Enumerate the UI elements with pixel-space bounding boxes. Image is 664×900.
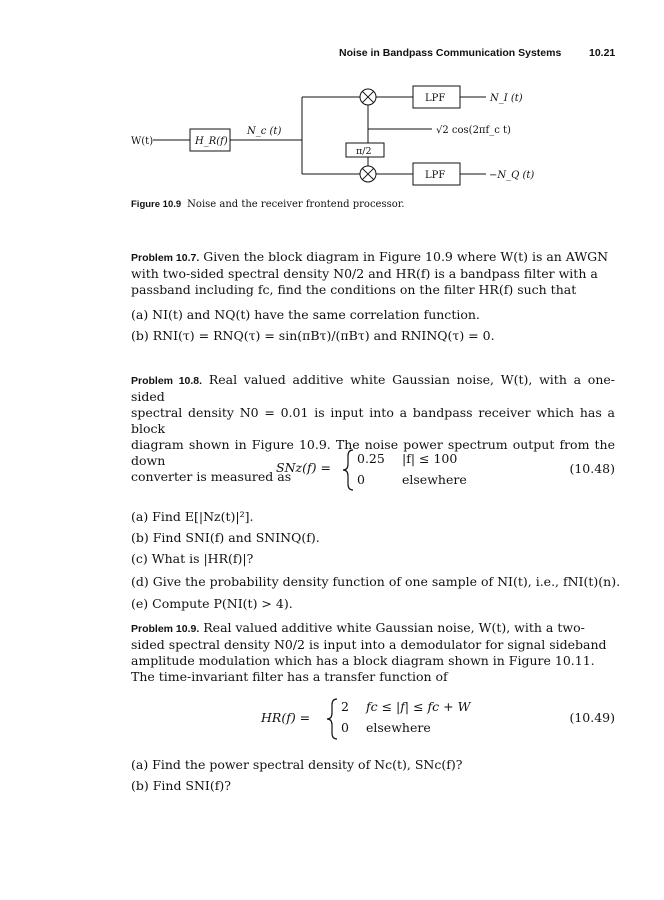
problem-10-9-line4: The time-invariant filter has a transfer function of (131, 669, 448, 684)
problem-10-8-e: (e) Compute P(NI(t) > 4). (131, 596, 293, 611)
running-header-title: Noise in Bandpass Communication Systems (339, 47, 562, 59)
problem-10-8-line3: diagram shown in Figure 10.9. The noise power spectrum output from the down (131, 437, 615, 468)
nc-label: N_c (t) (247, 126, 282, 137)
eq-10-49-number: (10.49) (569, 710, 615, 725)
eq-10-49-v1: 2 (341, 699, 349, 714)
figure-caption (131, 199, 405, 210)
lpf-bottom-label: LPF (425, 170, 446, 181)
problem-10-9 (131, 620, 615, 685)
problem-10-7-line1: Given the block diagram in Figure 10.9 where W(t) is an AWGN (203, 249, 609, 264)
problem-10-7-label: Problem 10.7. (131, 252, 200, 264)
problem-10-9-label: Problem 10.9. (131, 623, 200, 635)
eq-10-48-lhs: SNz(f) = (276, 460, 331, 475)
eq-10-48-c1: |f| ≤ 100 (402, 451, 458, 466)
problem-10-7-a: (a) NI(t) and NQ(t) have the same correlation function. (131, 307, 480, 322)
eq-10-49-lhs: HR(f) = (261, 710, 311, 725)
problem-10-9-a: (a) Find the power spectral density of Nc(t), SNc(f)? (131, 757, 463, 772)
problem-10-8-line2: spectral density N0 = 0.01 is input into a bandpass receiver which has a block (131, 405, 615, 436)
eq-10-48-v2: 0 (357, 472, 365, 487)
problem-10-8-line1: Real valued additive white Gaussian noise, W(t), with a one-sided (131, 372, 616, 404)
problem-10-7-b: (b) RNI(τ) = RNQ(τ) = sin(πBτ)/(πBτ) and RNINQ(τ) = 0. (131, 328, 495, 343)
eq-10-49-c1: fc ≤ |f| ≤ fc + W (366, 699, 471, 714)
out-top-label: N_I (t) (490, 93, 523, 104)
problem-10-7 (131, 249, 615, 298)
figure-caption-text: Noise and the receiver frontend processor. (187, 199, 405, 210)
phase-label: π/2 (356, 146, 372, 157)
oscillator-label: √2 cos(2πf_c t) (436, 125, 511, 136)
eq-10-49-v2: 0 (341, 720, 349, 735)
problem-10-8-b: (b) Find SNI(f) and SNINQ(f). (131, 530, 320, 545)
problem-10-7-line2: with two-sided spectral density N0/2 and HR(f) is a bandpass filter with a (131, 266, 598, 281)
eq-10-49-c2: elsewhere (366, 720, 431, 735)
problem-10-9-line1: Real valued additive white Gaussian noise, W(t), with a two- (203, 620, 585, 635)
eq-10-48-c2: elsewhere (402, 472, 467, 487)
lpf-top-label: LPF (425, 93, 446, 104)
problem-10-9-line2: sided spectral density N0/2 is input into a demodulator for signal sideband (131, 637, 607, 652)
figure-label: Figure 10.9 (131, 199, 182, 210)
problem-10-8-d: (d) Give the probability density function of one sample of NI(t), i.e., fNI(t)(n). (131, 574, 621, 589)
page-number: 10.21 (589, 47, 616, 59)
problem-10-8-label: Problem 10.8. (131, 375, 203, 387)
eq-10-48-brace (342, 449, 356, 491)
problem-10-9-b: (b) Find SNI(f)? (131, 778, 231, 793)
eq-10-48-number: (10.48) (569, 461, 615, 476)
problem-10-9-line3: amplitude modulation which has a block diagram shown in Figure 10.11. (131, 653, 595, 668)
problem-10-8-c: (c) What is |HR(f)|? (131, 551, 254, 566)
block-diagram (0, 0, 664, 200)
problem-10-8-line4: converter is measured as (131, 469, 292, 484)
eq-10-48-v1: 0.25 (357, 451, 385, 466)
eq-10-49-brace (326, 698, 340, 740)
problem-10-7-line3: passband including fc, find the conditions on the filter HR(f) such that (131, 282, 577, 297)
input-label: W(t) (131, 136, 154, 147)
problem-10-8-a: (a) Find E[|Nz(t)|²]. (131, 509, 254, 524)
filter-label: H_R(f) (195, 136, 228, 147)
problem-10-8 (131, 372, 615, 485)
out-bottom-label: −N_Q (t) (489, 170, 535, 181)
